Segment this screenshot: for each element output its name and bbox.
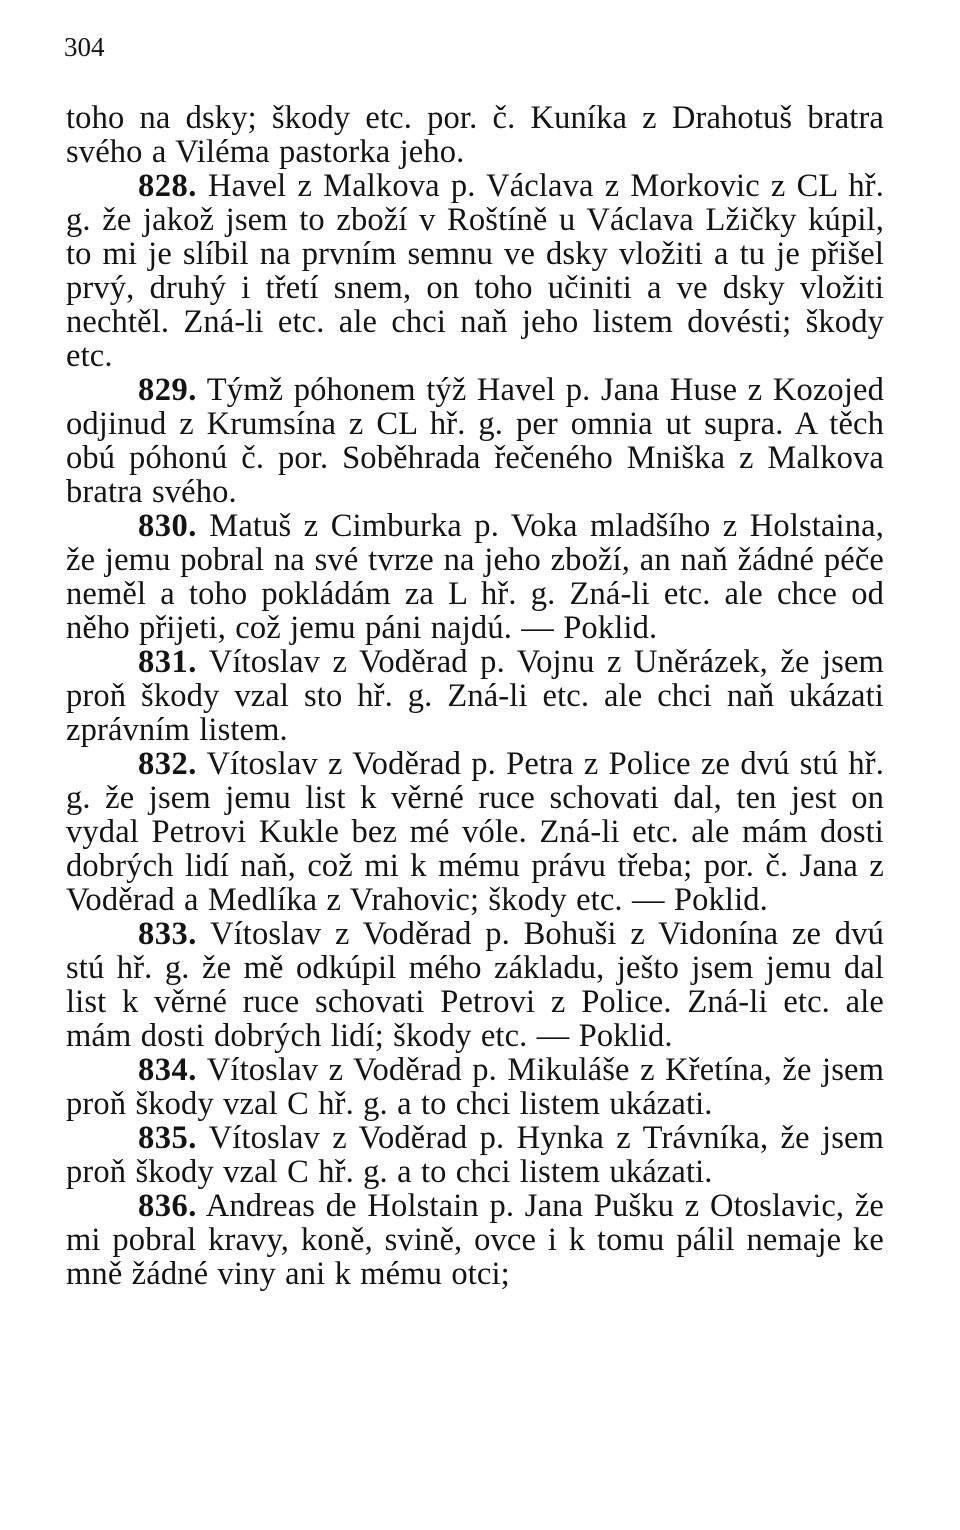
entry-number: 833. (138, 916, 197, 952)
entry-number: 834. (138, 1052, 197, 1088)
entry-831 (66, 645, 884, 747)
entry-text: Vítoslav z Voděrad p. Mikuláše z Křetína, že jsem proň škody vzal C hř. g. a to chci listem ukázati. (66, 1052, 884, 1122)
entry-number: 828. (138, 168, 197, 204)
entry-833 (66, 917, 884, 1053)
entry-number: 836. (138, 1188, 197, 1224)
entry-836 (66, 1189, 884, 1291)
entry-number: 831. (138, 644, 197, 680)
entry-834 (66, 1053, 884, 1121)
entry-830 (66, 509, 884, 645)
entry-text: Vítoslav z Voděrad p. Hynka z Trávníka, že jsem proň škody vzal C hř. g. a to chci listem ukázati. (66, 1120, 884, 1190)
entry-number: 835. (138, 1120, 197, 1156)
intro-paragraph: toho na dsky; škody etc. por. č. Kuníka z Drahotuš bratra svého a Viléma pastorka jeho. (66, 100, 884, 170)
entry-835 (66, 1121, 884, 1189)
entry-text: Týmž póhonem týž Havel p. Jana Huse z Kozojed odjinud z Krumsína z CL hř. g. per omnia ut supra. A těch obú póhonú č. por. Soběhrada řečeného Mniška z Malkova bratra svého. (66, 372, 884, 510)
entry-number: 830. (138, 508, 197, 544)
entry-text: Havel z Malkova p. Václava z Morkovic z CL hř. g. že jakož jsem to zboží v Roštíně u Václava Lžičky kúpil, to mi je slíbil na prvním semnu ve dsky vložiti a tu je přišel prvý, druhý i třetí snem, on toho učiniti a ve dsky vložiti nechtěl. Zná-li etc. ale chci naň jeho listem dovésti; škody etc. (66, 168, 884, 374)
page-body (66, 101, 884, 1291)
entry-number: 829. (138, 372, 197, 408)
entry-828 (66, 169, 884, 373)
entry-text: Vítoslav z Voděrad p. Petra z Police ze dvú stú hř. g. že jsem jemu list k věrné ruce schovati dal, ten jest on vydal Petrovi Kukle bez mé vóle. Zná-li etc. ale mám dosti dobrých lidí naň, což mi k mému právu třeba; por. č. Jana z Voděrad a Medlíka z Vrahovic; škody etc. — Poklid. (66, 746, 884, 918)
entry-text: Vítoslav z Voděrad p. Vojnu z Uněrázek, že jsem proň škody vzal sto hř. g. Zná-li etc. ale chci naň ukázati zprávním listem. (66, 644, 884, 748)
entry-text: Matuš z Cimburka p. Voka mladšího z Holstaina, že jemu pobral na své tvrze na jeho zboží, an naň žádné péče neměl a toho pokládám za L hř. g. Zná-li etc. ale chce od něho přijeti, což jemu páni najdú. — Poklid. (66, 508, 884, 646)
page-number: 304 (64, 32, 105, 62)
entry-text: Andreas de Holstain p. Jana Pušku z Otoslavic, že mi pobral kravy, koně, svině, ovce i k tomu pálil nemaje ke mně žádné viny ani k mému otci; (66, 1188, 884, 1292)
entry-number: 832. (138, 746, 197, 782)
entry-text: Vítoslav z Voděrad p. Bohuši z Vidonína ze dvú stú hř. g. že mě odkúpil mého základu, ješto jsem jemu dal list k věrné ruce schovati Petrovi z Police. Zná-li etc. ale mám dosti dobrých lidí; škody etc. — Poklid. (66, 916, 884, 1054)
entry-829 (66, 373, 884, 509)
entry-832 (66, 747, 884, 917)
